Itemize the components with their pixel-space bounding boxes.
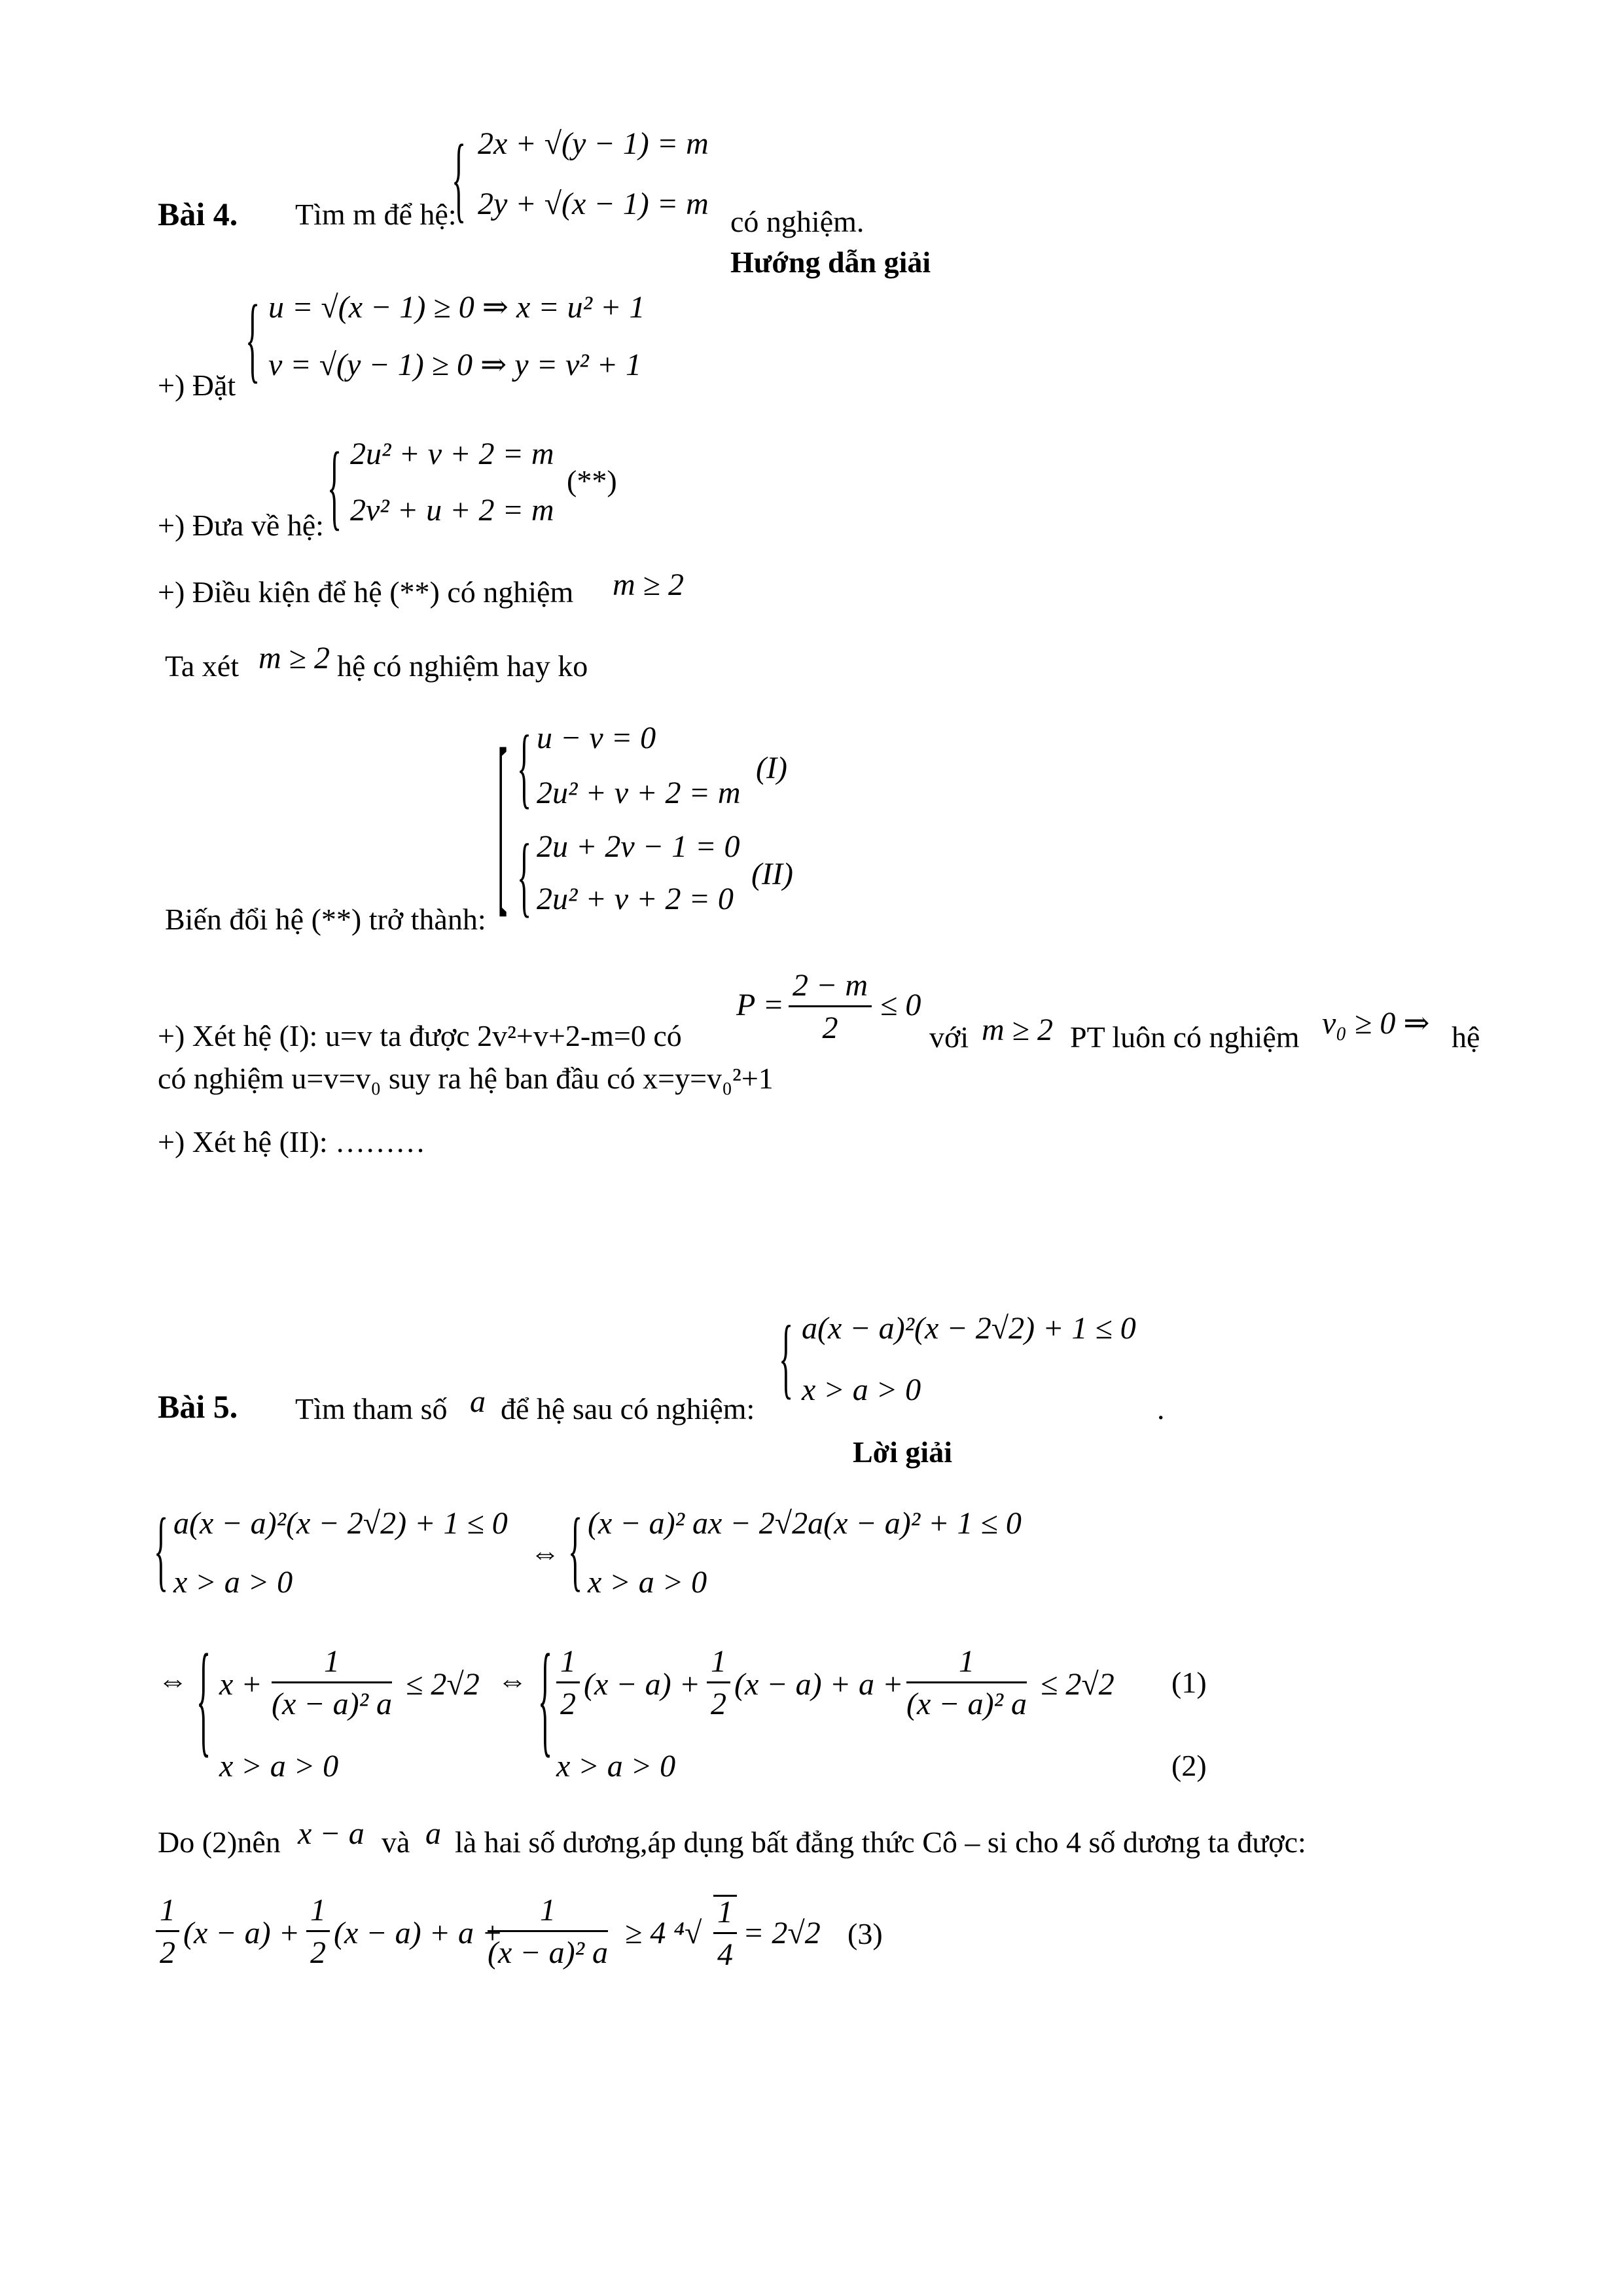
system-eq-1: 2x + √(y − 1) = m	[478, 126, 709, 161]
fraction-denominator: 2	[822, 1011, 838, 1045]
half-fraction	[156, 1895, 179, 1969]
fraction-numerator: 1	[272, 1646, 392, 1683]
do-math-2: a	[425, 1816, 441, 1851]
transform-label: Biến đổi hệ (**) trở thành:	[165, 903, 486, 936]
with-text: với	[929, 1020, 969, 1054]
exercise-4-title: Bài 4.	[158, 196, 238, 232]
row2-left-fraction	[272, 1646, 392, 1720]
system-II-eq-2: 2u² + v + 2 = 0	[537, 882, 734, 916]
fraction-denominator: 2	[711, 1687, 726, 1721]
case-II-text: +) Xét hệ (II): ………	[158, 1125, 426, 1158]
system-eq-1: 2u² + v + 2 = m	[350, 437, 554, 471]
brace-icon: {	[327, 432, 342, 539]
row1-right-eq: (x − a)² ax − 2√2a(x − a)² + 1 ≤ 0	[588, 1506, 1022, 1541]
fraction-denominator: (x − a)² a	[272, 1687, 393, 1721]
do-math-1: x − a	[298, 1816, 365, 1851]
condition-text: +) Điều kiện để hệ (**) có nghiệm	[158, 575, 574, 609]
fraction-denominator: (x − a)² a	[488, 1935, 609, 1970]
brace-icon: {	[452, 124, 467, 232]
final-term2: (x − a) + a +	[334, 1916, 503, 1950]
consider-pre: Ta xét	[165, 649, 240, 683]
system-eq-2: 2y + √(x − 1) = m	[478, 187, 709, 221]
fraction-denominator: 4	[717, 1937, 733, 1972]
system-eq-2: x > a > 0	[802, 1372, 921, 1407]
step-label: +) Đưa về hệ:	[158, 509, 324, 542]
p-label: P =	[736, 988, 784, 1022]
system-II-eq-1: 2u + 2v − 1 = 0	[537, 829, 740, 864]
equivalence-icon: ⇔	[497, 1664, 527, 1697]
final-ge: ≥ 4 ⁴√	[625, 1916, 702, 1950]
fraction-denominator: 2	[160, 1935, 175, 1970]
solution-heading: Hướng dẫn giải	[730, 245, 931, 279]
fraction-denominator: 2	[310, 1935, 326, 1970]
row2-right-post: ≤ 2√2	[1041, 1667, 1115, 1702]
fraction-numerator: 1	[488, 1895, 608, 1932]
fraction-numerator: 1	[707, 1646, 730, 1683]
system-I-eq-1: u − v = 0	[537, 721, 656, 755]
fraction-numerator: 1	[713, 1897, 737, 1934]
exercise-5-prompt-pre: Tìm tham số	[295, 1392, 448, 1426]
fraction-numerator: 1	[156, 1895, 179, 1932]
fraction-numerator: 1	[306, 1895, 330, 1932]
row1-right-cond: x > a > 0	[588, 1565, 707, 1600]
row2-left-pre: x +	[219, 1667, 262, 1702]
exercise-4-suffix: có nghiệm.	[730, 205, 865, 238]
tag-I: (I)	[756, 751, 787, 785]
brace-icon: {	[196, 1628, 211, 1768]
row2-left-cond: x > a > 0	[219, 1749, 339, 1784]
param-a: a	[470, 1384, 486, 1419]
substitution-u: u = √(x − 1) ≥ 0 ⇒ x = u² + 1	[268, 290, 645, 325]
exercise-5-title: Bài 5.	[158, 1388, 238, 1425]
final-term1: (x − a) +	[183, 1916, 300, 1950]
brace-icon: {	[538, 1628, 553, 1768]
brace-icon: {	[517, 717, 532, 817]
system-I-eq-2: 2u² + v + 2 = m	[537, 776, 741, 810]
consider-post: hệ có nghiệm hay ko	[337, 649, 588, 683]
equation-tag: (**)	[567, 464, 617, 497]
fraction-numerator: 2 − m	[789, 970, 872, 1007]
fraction-numerator: 1	[556, 1646, 580, 1683]
brace-icon: {	[245, 285, 260, 392]
row1-left-cond: x > a > 0	[173, 1565, 293, 1600]
do-mid: và	[382, 1825, 410, 1859]
consider-math: m ≥ 2	[259, 641, 330, 675]
tag-2: (2)	[1171, 1749, 1207, 1782]
row2-right-term2: (x − a) + a +	[734, 1667, 904, 1702]
final-eq: = 2√2	[743, 1916, 821, 1950]
tag-1: (1)	[1171, 1666, 1207, 1699]
brace-icon: {	[779, 1307, 794, 1407]
do-post: là hai số dương,áp dụng bất đẳng thức Cô – si cho 4 số dương ta được:	[455, 1825, 1306, 1859]
equivalence-icon: ⇔	[530, 1536, 560, 1570]
half-fraction	[306, 1895, 330, 1969]
fraction-denominator: 2	[560, 1687, 576, 1721]
fraction-numerator: 1	[906, 1646, 1027, 1683]
row2-right-fraction	[906, 1646, 1027, 1720]
tag-3: (3)	[847, 1917, 883, 1950]
brace-icon: {	[517, 825, 532, 925]
half-fraction	[556, 1646, 580, 1720]
half-fraction	[707, 1646, 730, 1720]
brace-icon: {	[568, 1499, 583, 1600]
row2-left-post: ≤ 2√2	[406, 1667, 480, 1702]
case-I-conclusion: có nghiệm u=v=v₀ suy ra hệ ban đầu có x=y=v₀²+1	[158, 1062, 774, 1095]
root-condition: v₀ ≥ 0 ⇒	[1322, 1006, 1430, 1041]
brace-icon: {	[154, 1499, 169, 1600]
row2-right-term1: (x − a) +	[584, 1667, 701, 1702]
solution-heading: Lời giải	[853, 1435, 952, 1469]
row1-left-eq: a(x − a)²(x − 2√2) + 1 ≤ 0	[173, 1506, 508, 1541]
system-eq-2: 2v² + u + 2 = m	[350, 493, 554, 528]
end-dot: .	[1157, 1392, 1165, 1426]
with-condition: m ≥ 2	[982, 1013, 1054, 1047]
step-label: +) Đặt	[158, 368, 236, 402]
do-pre: Do (2)nên	[158, 1825, 281, 1859]
substitution-v: v = √(y − 1) ≥ 0 ⇒ y = v² + 1	[268, 348, 642, 382]
row2-right-cond: x > a > 0	[556, 1749, 676, 1784]
condition-math: m ≥ 2	[613, 567, 685, 602]
root-fraction	[713, 1895, 737, 1971]
case-I-text: +) Xét hệ (I): u=v ta được 2v²+v+2-m=0 có	[158, 1019, 682, 1052]
p-inequality: ≤ 0	[880, 988, 921, 1022]
fraction-denominator: (x − a)² a	[906, 1687, 1027, 1721]
system-eq-1: a(x − a)²(x − 2√2) + 1 ≤ 0	[802, 1311, 1136, 1346]
final-fraction	[488, 1895, 608, 1969]
product-fraction	[789, 970, 872, 1044]
system-word: hệ	[1452, 1020, 1480, 1054]
exercise-5-prompt-post: để hệ sau có nghiệm:	[501, 1392, 755, 1426]
has-root-text: PT luôn có nghiệm	[1070, 1020, 1300, 1054]
tag-II: (II)	[751, 857, 793, 891]
brace-icon: [	[497, 706, 508, 934]
exercise-4-prompt: Tìm m để hệ:	[295, 198, 457, 231]
equivalence-icon: ⇔	[158, 1664, 188, 1697]
